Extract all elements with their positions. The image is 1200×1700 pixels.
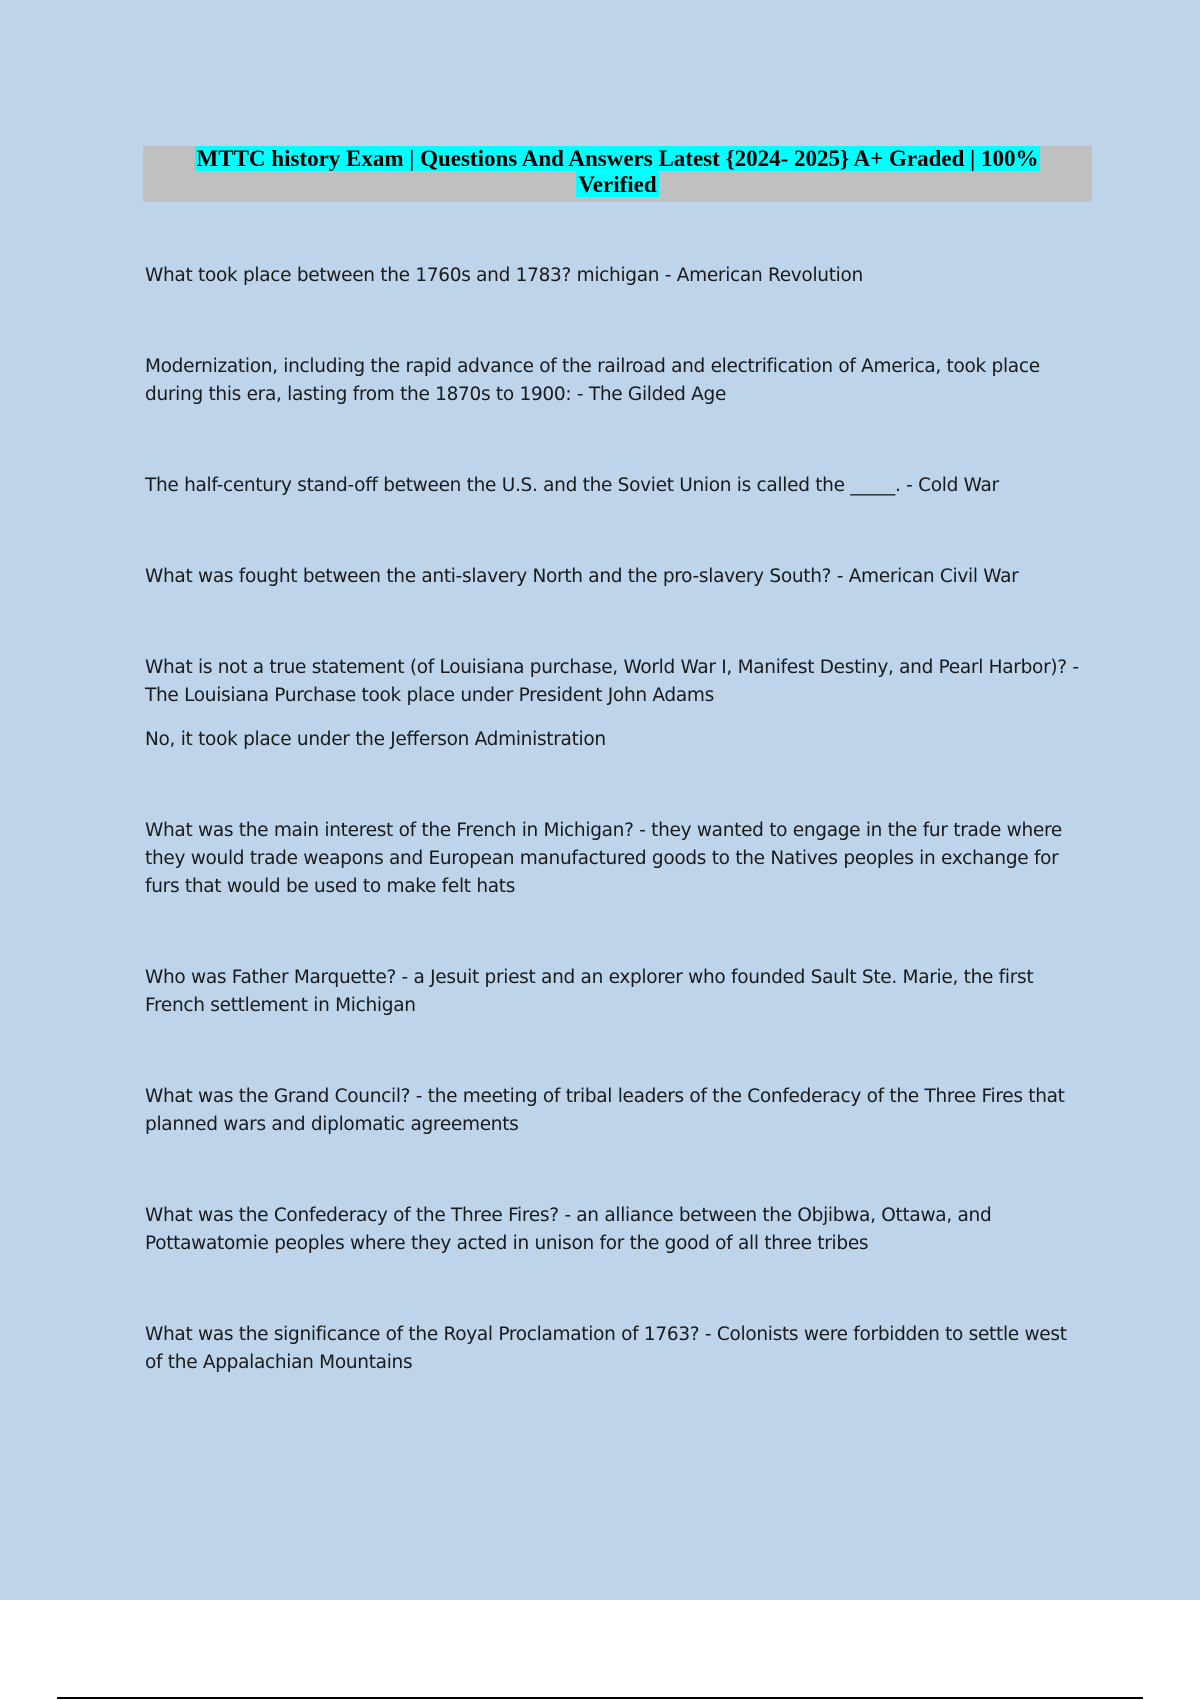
qa-item [145,1083,1085,1139]
qa-text: What was the main interest of the French in Michigan? - they wanted to engage in the fur trade where they would trade weapons and European manufactured goods to the Natives peoples in exchange for furs that would be used to make felt hats [145,820,1062,897]
qa-item [145,1321,1085,1377]
qa-item [145,262,1085,290]
qa-text: Who was Father Marquette? - a Jesuit priest and an explorer who founded Sault Ste. Marie, the first French settlement in Michigan [145,967,1034,1016]
qa-text: What was fought between the anti-slavery North and the pro-slavery South? - American Civil War [145,566,1019,587]
document-title [143,146,1092,202]
qa-item [145,1202,1085,1258]
qa-text: What was the Confederacy of the Three Fires? - an alliance between the Objibwa, Ottawa, and Pottawatomie peoples where they acted in unison for the good of all three tribes [145,1205,992,1254]
qa-text: Modernization, including the rapid advance of the railroad and electrification of America, took place during this era, lasting from the 1870s to 1900: - The Gilded Age [145,356,1040,405]
qa-text: What took place between the 1760s and 1783? michigan - American Revolution [145,265,863,286]
footer-divider [57,1697,1143,1699]
qa-note: No, it took place under the Jefferson Administration [145,729,606,750]
qa-text: What was the Grand Council? - the meeting of tribal leaders of the Confederacy of the Three Fires that planned wars and diplomatic agreements [145,1086,1065,1135]
qa-text: What was the significance of the Royal Proclamation of 1763? - Colonists were forbidden to settle west of the Appalachian Mountains [145,1324,1067,1373]
qa-text: What is not a true statement (of Louisiana purchase, World War I, Manifest Destiny, and Pearl Harbor)? - The Louisiana Purchase took place under President John Adams [145,657,1079,706]
qa-item [145,563,1085,591]
qa-item [145,654,1085,754]
qa-item [145,353,1085,409]
document-title-line2: Verified [578,172,657,197]
qa-item [145,817,1085,901]
qa-list [145,262,1085,1440]
qa-text: The half-century stand-off between the U.S. and the Soviet Union is called the _____. - Cold War [145,475,999,496]
document-title-line1: MTTC history Exam | Questions And Answers Latest {2024- 2025} A+ Graded | 100% [196,146,1039,171]
qa-item [145,472,1085,500]
qa-item [145,964,1085,1020]
